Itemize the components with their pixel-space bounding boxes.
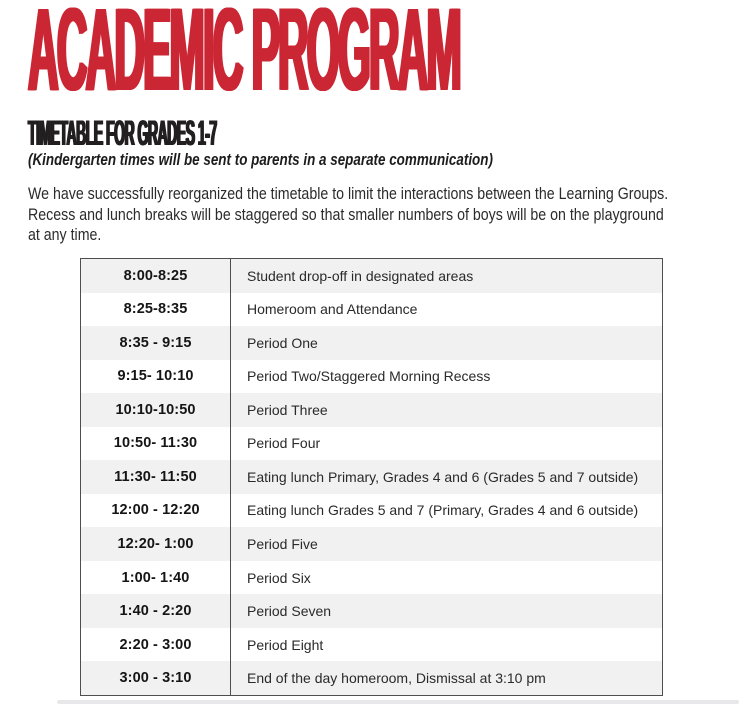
time-cell: 1:00- 1:40 bbox=[81, 561, 231, 595]
activity-cell: Eating lunch Primary, Grades 4 and 6 (Grades 5 and 7 outside) bbox=[247, 468, 639, 485]
table-row bbox=[81, 259, 662, 293]
table-row bbox=[81, 460, 662, 494]
intro-paragraph bbox=[28, 184, 668, 246]
table-row bbox=[81, 393, 662, 427]
activity-cell: Period Three bbox=[247, 401, 328, 418]
activity-cell: Student drop-off in designated areas bbox=[247, 267, 474, 284]
intro-line: We have successfully reorganized the timetable to limit the interactions between the Learning Groups. bbox=[28, 185, 669, 203]
time-cell: 1:40 - 2:20 bbox=[81, 594, 231, 628]
time-cell: 10:50- 11:30 bbox=[81, 427, 231, 461]
table-row bbox=[81, 628, 662, 662]
section-heading: TIMETABLE FOR GRADES 1-7 bbox=[28, 114, 217, 153]
activity-cell: Period Two/Staggered Morning Recess bbox=[247, 368, 491, 385]
time-cell: 12:20- 1:00 bbox=[81, 527, 231, 561]
kindergarten-note: (Kindergarten times will be sent to parents in a separate communication) bbox=[28, 150, 493, 169]
activity-cell: Period Six bbox=[247, 569, 311, 586]
page-edge-shadow bbox=[57, 700, 739, 704]
table-row bbox=[81, 293, 662, 327]
activity-cell: Eating lunch Grades 5 and 7 (Primary, Grades 4 and 6 outside) bbox=[247, 502, 639, 519]
table-row bbox=[81, 561, 662, 595]
time-cell: 10:10-10:50 bbox=[81, 393, 231, 427]
activity-cell: End of the day homeroom, Dismissal at 3:10 pm bbox=[247, 670, 546, 687]
intro-line: Recess and lunch breaks will be staggered so that smaller numbers of boys will be on the playground bbox=[28, 205, 664, 224]
activity-cell: Period Five bbox=[247, 536, 318, 553]
time-cell: 8:35 - 9:15 bbox=[81, 326, 231, 360]
table-row bbox=[81, 360, 662, 394]
time-cell: 2:20 - 3:00 bbox=[81, 628, 231, 662]
table-row bbox=[81, 527, 662, 561]
time-cell: 11:30- 11:50 bbox=[81, 460, 231, 494]
activity-cell: Period Eight bbox=[247, 636, 324, 653]
table-row bbox=[81, 661, 662, 695]
activity-cell: Period Four bbox=[247, 435, 321, 452]
time-cell: 8:00-8:25 bbox=[81, 259, 231, 293]
table-row bbox=[81, 427, 662, 461]
timetable bbox=[80, 258, 663, 696]
table-row bbox=[81, 326, 662, 360]
time-cell: 3:00 - 3:10 bbox=[81, 661, 231, 695]
time-cell: 8:25-8:35 bbox=[81, 293, 231, 327]
intro-line: at any time. bbox=[28, 226, 102, 245]
activity-cell: Period Seven bbox=[247, 603, 332, 620]
page-title: ACADEMIC PROGRAM bbox=[28, 0, 460, 116]
time-cell: 9:15- 10:10 bbox=[81, 360, 231, 394]
table-row bbox=[81, 594, 662, 628]
table-row bbox=[81, 494, 662, 528]
activity-cell: Period One bbox=[247, 334, 318, 351]
time-cell: 12:00 - 12:20 bbox=[81, 494, 231, 528]
activity-cell: Homeroom and Attendance bbox=[247, 301, 418, 318]
